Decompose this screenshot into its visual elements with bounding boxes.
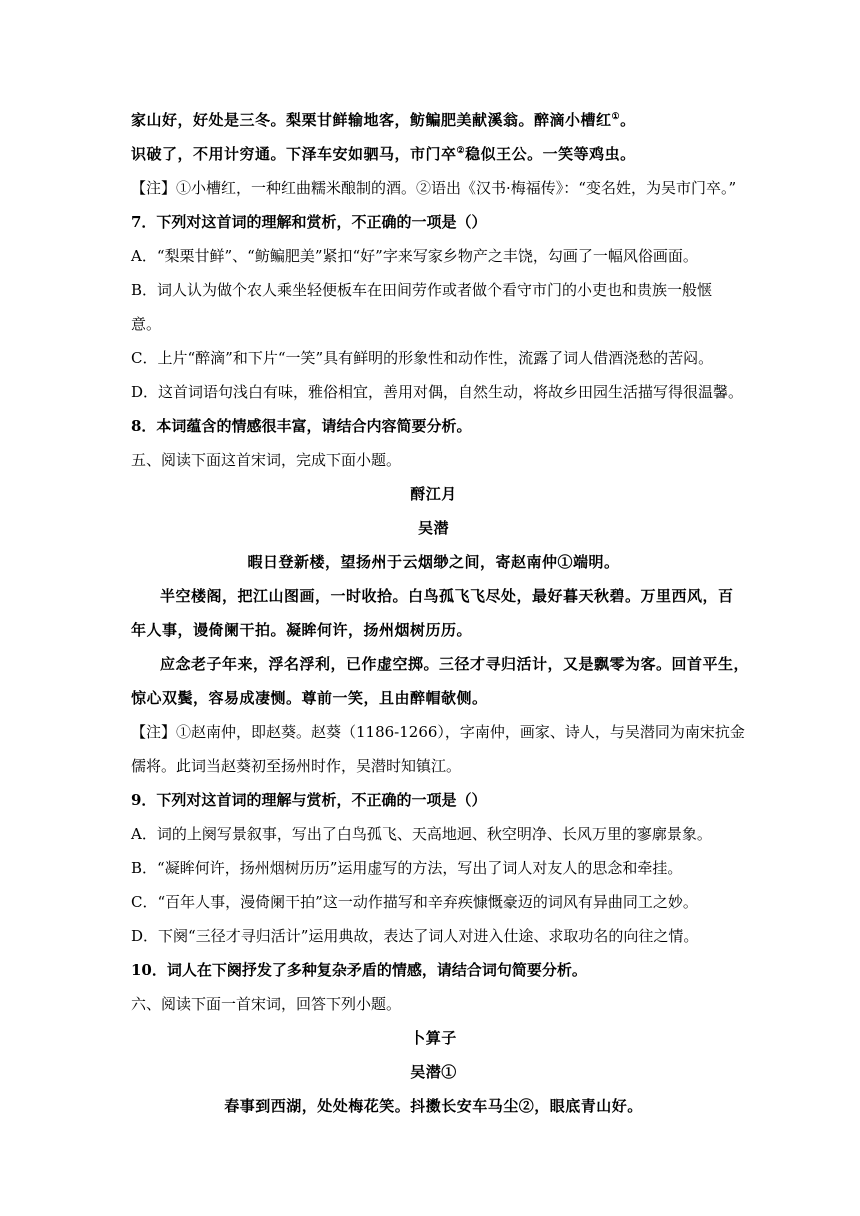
q7-option-c: C．上片“醉滴”和下片“一笑”具有鲜明的形象性和动作性，流露了词人借酒浇愁的苦闷。 — [131, 349, 714, 367]
q7-option-d: D．这首词语句浅白有味，雅俗相宜，善用对偶，自然生动，将故乡田园生活描写得很温馨。 — [131, 383, 744, 401]
section5-poem-title: 酹江月 — [410, 485, 457, 503]
q9-option-b: B．“凝眸何许，扬州烟树历历”运用虚写的方法，写出了词人对友人的思念和牵挂。 — [131, 859, 683, 877]
section6-heading: 六、阅读下面一首宋词，回答下列小题。 — [131, 995, 402, 1013]
poem1-line2: 识破了，不用计穷通。下泽车安如驷马，市门卒②稳似王公。一笑等鸡虫。 — [131, 145, 636, 163]
q7-option-a: A．“梨栗甘鲜”、“鲂鳊肥美”紧扣“好”字来写家乡物产之丰饶，勾画了一幅风俗画面。 — [131, 247, 698, 265]
section5-poem-author: 吴潜 — [417, 519, 449, 537]
q7-stem: 7．下列对这首词的理解和赏析，不正确的一项是（） — [131, 213, 487, 231]
section5-note-line2: 儒将。此词当赵葵初至扬州时作，吴潜时知镇江。 — [131, 757, 462, 775]
q9-option-d: D．下阕“三径才寻归活计”运用典故，表达了词人对进入仕途、求取功名的向往之情。 — [131, 927, 699, 945]
section6-poem-title: 卜算子 — [410, 1029, 457, 1047]
section5-p1-line1: 半空楼阁，把江山图画，一时收拾。白鸟孤飞飞尽处，最好暮天秋碧。万里西风，百 — [160, 587, 734, 605]
q8-stem: 8．本词蕴含的情感很丰富，请结合内容简要分析。 — [131, 417, 472, 435]
q9-option-c: C．“百年人事，漫倚阑干拍”这一动作描写和辛弃疾慷慨豪迈的词风有异曲同工之妙。 — [131, 893, 698, 911]
q7-option-b-line1: B．词人认为做个农人乘坐轻便板车在田间劳作或者做个看守市门的小吏也和贵族一般惬 — [131, 281, 713, 299]
section5-heading: 五、阅读下面这首宋词，完成下面小题。 — [131, 451, 402, 469]
section5-note-line1: 【注】①赵南仲，即赵葵。赵葵（1186-1266），字南仲，画家、诗人，与吴潜同为南宋抗金 — [131, 723, 745, 741]
q9-stem: 9．下列对这首词的理解与赏析，不正确的一项是（） — [131, 791, 487, 809]
q7-option-b-line2: 意。 — [131, 315, 162, 333]
section6-poem-author: 吴潜① — [410, 1063, 457, 1081]
q9-option-a: A．词的上阕写景叙事，写出了白鸟孤飞、天高地迥、秋空明净、长风万里的寥廓景象。 — [131, 825, 712, 843]
q10-stem: 10．词人在下阕抒发了多种复杂矛盾的情感，请结合词句简要分析。 — [131, 961, 587, 979]
section6-poem-line1: 春事到西湖，处处梅花笑。抖擞长安车马尘②，眼底青山好。 — [224, 1097, 643, 1115]
poem1-note: 【注】①小槽红，一种红曲糯米酿制的酒。②语出《汉书·梅福传》：“变名姓，为吴市门卒。” — [131, 179, 737, 197]
section5-p2-line1: 应念老子年来，浮名浮利，已作虚空掷。三径才寻归活计，又是飘零为客。回首平生， — [160, 655, 750, 673]
poem1-line1: 家山好，好处是三冬。梨栗甘鲜输地客，鲂鳊肥美献溪翁。醉滴小槽红①。 — [131, 111, 636, 129]
section5-poem-preface: 暇日登新楼，望扬州于云烟缈之间，寄赵南仲①端明。 — [247, 553, 620, 571]
section5-p2-line2: 惊心双鬓，容易成凄恻。尊前一笑，且由醉帽欹侧。 — [131, 689, 488, 707]
section5-p1-line2: 年人事，谩倚阑干拍。凝眸何许，扬州烟树历历。 — [131, 621, 473, 639]
